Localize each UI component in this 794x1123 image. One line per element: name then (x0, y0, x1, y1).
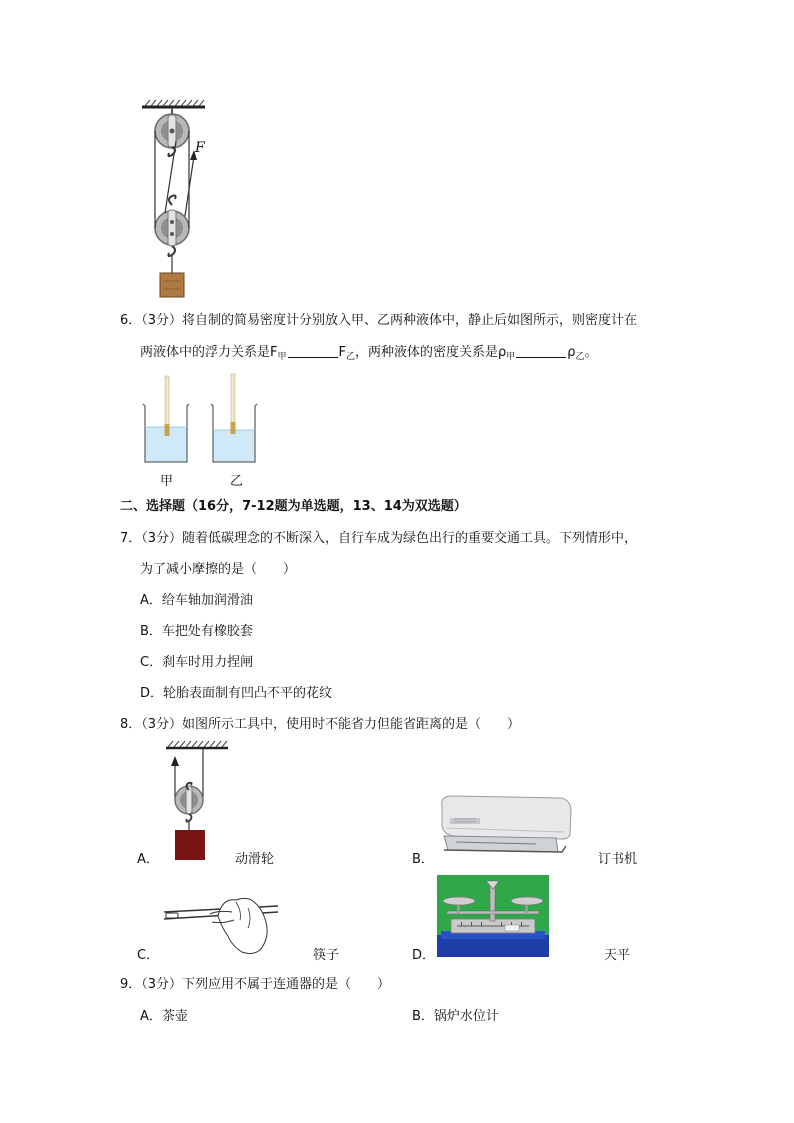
q6-mid-rho: ρ (567, 345, 576, 360)
q6-line1: 6．（3分）将自制的简易密度计分别放入甲、乙两种液体中，静止后如图所示，则密度计在 (120, 313, 638, 328)
q8-d-label[interactable]: D． (412, 948, 436, 963)
q6-sub-yi-1: 乙 (345, 352, 355, 362)
pulley-system-figure (135, 98, 225, 303)
q6-sub-jia-1: 甲 (277, 352, 287, 362)
chopsticks-image (162, 888, 282, 956)
q8-stem: 8．（3分）如图所示工具中，使用时不能省力但能省距离的是（ ） (120, 717, 521, 732)
balance-scale-image (437, 875, 549, 957)
q7-line2: 为了减小摩擦的是（ ） (140, 562, 297, 577)
q7-line1: 7．（3分）随着低碳理念的不断深入，自行车成为绿色出行的重要交通工具。下列情形中， (120, 531, 638, 546)
q6-line2-mid: ，两种液体的密度关系是ρ (355, 345, 507, 360)
q8-b-label[interactable]: B． (412, 852, 434, 867)
stapler-image (436, 792, 576, 862)
q8-a-name: 动滑轮 (235, 852, 275, 867)
q6-line2-prefix: 两液体中的浮力关系是F (140, 345, 278, 360)
q8-a-label[interactable]: A． (137, 852, 159, 867)
section2-heading: 二、选择题（16分，7-12题为单选题，13、14为双选题） (120, 499, 467, 514)
force-label-F: F (195, 140, 205, 156)
q7-option-d[interactable]: D．轮胎表面制有凹凸不平的花纹 (140, 686, 333, 701)
beaker-label-yi: 乙 (230, 474, 244, 489)
q7-option-a[interactable]: A．给车轴加润滑油 (140, 593, 253, 608)
q7-option-b[interactable]: B．车把处有橡胶套 (140, 624, 253, 639)
q6-mid-f: F (338, 345, 346, 360)
q8-b-name: 订书机 (598, 852, 638, 867)
q8-c-name: 筷子 (313, 948, 340, 963)
q6-sub-yi-2: 乙 (575, 352, 585, 362)
q9-stem: 9．（3分）下列应用不属于连通器的是（ ） (120, 977, 391, 992)
q9-option-b[interactable]: B．锅炉水位计 (412, 1009, 499, 1024)
q6-end: 。 (584, 345, 598, 360)
q6-blank-buoyancy[interactable] (288, 343, 338, 358)
q8-c-label[interactable]: C． (137, 948, 160, 963)
q6-blank-density[interactable] (516, 343, 566, 358)
q6-sub-jia-2: 甲 (506, 352, 516, 362)
movable-pulley-image (162, 740, 232, 862)
beakers-figure (140, 372, 260, 467)
q6-line2 (140, 343, 598, 367)
q7-option-c[interactable]: C．刹车时用力捏闸 (140, 655, 254, 670)
q9-option-a[interactable]: A．茶壶 (140, 1009, 188, 1024)
beaker-label-jia: 甲 (160, 474, 174, 489)
q8-d-name: 天平 (604, 948, 631, 963)
